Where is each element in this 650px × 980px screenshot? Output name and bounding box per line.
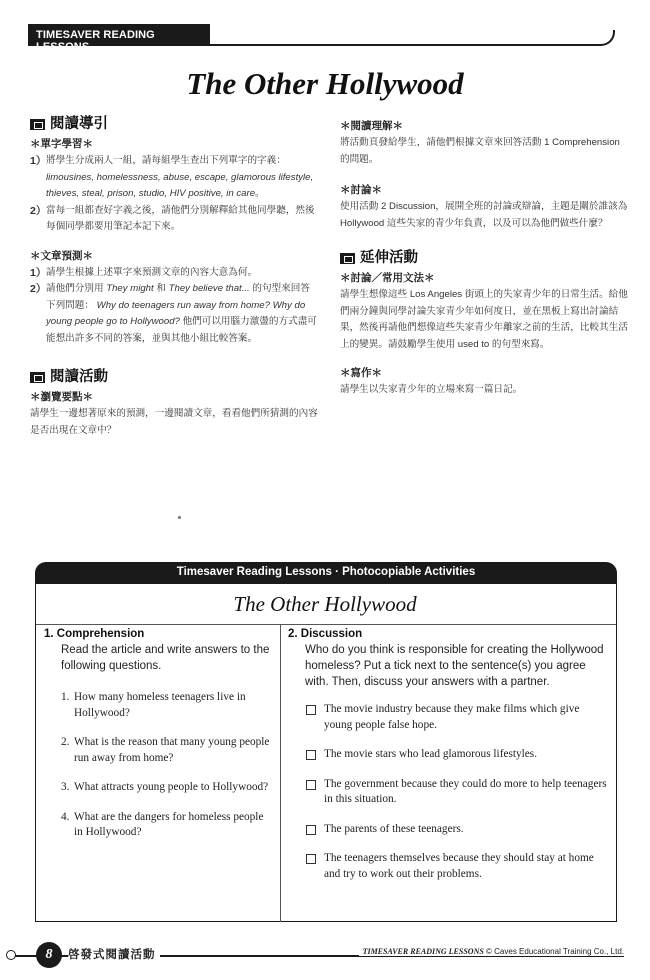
discussion-instructions: Who do you think is responsible for creating the Hollywood homeless? Put a tick next to the sentence(s) you agree with. Then, discuss your answers with a partner. xyxy=(305,644,604,688)
subheading-writing: ＊寫作＊ xyxy=(340,367,382,379)
tick-checkbox[interactable] xyxy=(306,825,316,835)
header-curve xyxy=(560,30,615,46)
text-b: 和 xyxy=(156,283,166,294)
discussion-heading: 2. Discussion xyxy=(288,628,363,640)
subheading-discussion: ＊討論＊ xyxy=(340,184,382,196)
section-bullet-icon xyxy=(30,119,45,130)
question-item xyxy=(61,810,270,841)
question-list xyxy=(44,690,270,841)
option-text: The teenagers themselves because they should stay at home and try to work out their problems. xyxy=(324,852,594,880)
pattern-b: They believe that... xyxy=(168,283,250,294)
item-number: 2） xyxy=(30,283,47,295)
option-item xyxy=(306,747,608,763)
question-1: Why do teenagers run away from home? xyxy=(96,299,270,311)
worksheet-column-divider xyxy=(280,624,281,922)
worksheet-divider xyxy=(36,624,616,625)
option-text: The movie industry because they make films which give young people false hope. xyxy=(324,703,580,731)
paragraph: 請學生一邊想著原來的預測，一邊閱讀文章，看看他們所猜測的內容是否出現在文章中？ xyxy=(30,408,318,436)
left-column xyxy=(30,116,318,439)
item-text: 當每一組都查好字義之後，請他們分別解釋給其他同學聽，然後每個同學都要用筆記本記下來。 xyxy=(46,204,315,232)
question-item xyxy=(61,735,270,766)
option-text: The parents of these teenagers. xyxy=(324,822,464,835)
footer-label: 啓發式閱讀活動 xyxy=(68,946,160,962)
question-text: How many homeless teenagers live in Hollywood? xyxy=(74,691,246,719)
question-text: What is the reason that many young people run away from home? xyxy=(74,736,270,764)
series-tab: TIMESAVER READING LESSONS xyxy=(28,24,210,46)
section-heading-guide xyxy=(30,116,318,132)
section-title: 閱讀導引 xyxy=(50,116,108,132)
item-text xyxy=(46,281,318,347)
question-number: 1. xyxy=(61,691,70,703)
tick-checkbox[interactable] xyxy=(306,705,316,715)
list-item xyxy=(30,281,318,347)
question-text: What are the dangers for homeless people in Hollywood? xyxy=(74,810,264,838)
section-bullet-icon xyxy=(30,372,45,383)
pattern-a: They might xyxy=(106,283,154,294)
subheading-vocab: ＊單字學習＊ xyxy=(30,138,93,150)
subheading-predict: ＊文章預測＊ xyxy=(30,249,93,262)
item-text: 請學生根據上述單字來預測文章的內容大意為何。 xyxy=(46,266,258,278)
option-list xyxy=(288,702,608,882)
comprehension-instructions: Read the article and write answers to the following questions. xyxy=(61,644,270,672)
question-text: What attracts young people to Hollywood? xyxy=(74,781,269,793)
option-item xyxy=(306,777,608,808)
question-number: 2. xyxy=(61,736,70,748)
section-heading-extension xyxy=(340,250,630,266)
option-item xyxy=(306,702,608,733)
option-item xyxy=(306,851,608,882)
item-number: 1） xyxy=(30,155,47,167)
page-title: The Other Hollywood xyxy=(186,66,464,101)
question-item xyxy=(61,690,270,721)
footer-brand: TIMESAVER READING LESSONS xyxy=(362,947,484,956)
worksheet-banner: Timesaver Reading Lessons · Photocopiable Activities xyxy=(35,562,617,584)
list-item xyxy=(30,265,318,282)
comprehension-panel xyxy=(44,628,270,855)
item-number: 1） xyxy=(30,266,47,279)
section-heading-activity xyxy=(30,369,318,385)
tick-checkbox[interactable] xyxy=(306,854,316,864)
item-text-end: 。 xyxy=(255,188,265,199)
tick-checkbox[interactable] xyxy=(306,780,316,790)
list-item xyxy=(30,203,318,236)
right-column xyxy=(340,116,630,399)
question-number: 4. xyxy=(61,810,70,823)
worksheet-title: The Other Hollywood xyxy=(233,592,417,616)
footer-copyright: © Caves Educational Training Co., Ltd. xyxy=(486,947,624,956)
question-item xyxy=(61,780,270,796)
tick-checkbox[interactable] xyxy=(306,750,316,760)
paragraph: 請學生以失家青少年的立場來寫一篇日記。 xyxy=(340,384,523,395)
item-text-zh: 將學生分成兩人一組，請每組學生查出下列單字的字義： xyxy=(46,155,286,166)
subheading-understanding: ＊閱讀理解＊ xyxy=(340,120,403,132)
comprehension-heading: 1. Comprehension xyxy=(44,628,145,640)
vocab-words: limousines, homelessness, abuse, escape, glamorous lifestyle, thieves, steal, prison, studio, HIV positive, in care xyxy=(46,171,314,199)
section-bullet-icon xyxy=(340,253,355,264)
option-text: The government because they could do more to help teenagers in this situation. xyxy=(324,777,607,805)
item-number: 2） xyxy=(30,204,47,217)
text-c: 的句型來回答下列問題： xyxy=(46,283,310,311)
subheading-grammar: ＊討論／常用文法＊ xyxy=(340,272,435,284)
section-title: 閱讀活動 xyxy=(50,369,108,385)
list-item xyxy=(30,153,318,203)
option-text: The movie stars who lead glamorous lifestyles. xyxy=(324,748,538,760)
paragraph: 使用活動 2 Discussion，展開全班的討論或辯論，主題是關於誰該為 Hollywood 這些失家的青少年負責，以及可以為他們做些什麼？ xyxy=(340,201,628,229)
paragraph: 請學生想像這些 Los Angeles 街頭上的失家青少年的日常生活。給他們兩分鐘與同學討論失家青少年如何度日，並在黑板上寫出討論結果，然後再請他們想像這些失家青少年離家之前的生活，比較其生活上的變異。請鼓勵學生使用 used to 的句型來寫。 xyxy=(340,289,628,350)
question-2: Why do young people go to Hollywood? xyxy=(46,299,306,327)
footer-dot xyxy=(6,950,16,960)
stray-mark xyxy=(178,516,181,519)
header-rule xyxy=(210,44,600,46)
discussion-panel xyxy=(288,628,608,896)
item-text xyxy=(46,153,318,203)
paragraph: 將活動頁發給學生，請他們根據文章來回答活動 1 Comprehension 的問題。 xyxy=(340,137,620,165)
question-number: 3. xyxy=(61,781,70,793)
text-a: 請他們分別用 xyxy=(46,283,104,294)
page-number: 8 xyxy=(36,942,62,968)
subheading-skim: ＊瀏覽要點＊ xyxy=(30,391,93,403)
section-title: 延伸活動 xyxy=(360,250,418,266)
footer-credit xyxy=(359,947,624,956)
option-item xyxy=(306,822,608,838)
text-d: 他們可以用腦力激盪的方式盡可能想出許多不同的答案，並與其他小組比較答案。 xyxy=(46,316,317,344)
